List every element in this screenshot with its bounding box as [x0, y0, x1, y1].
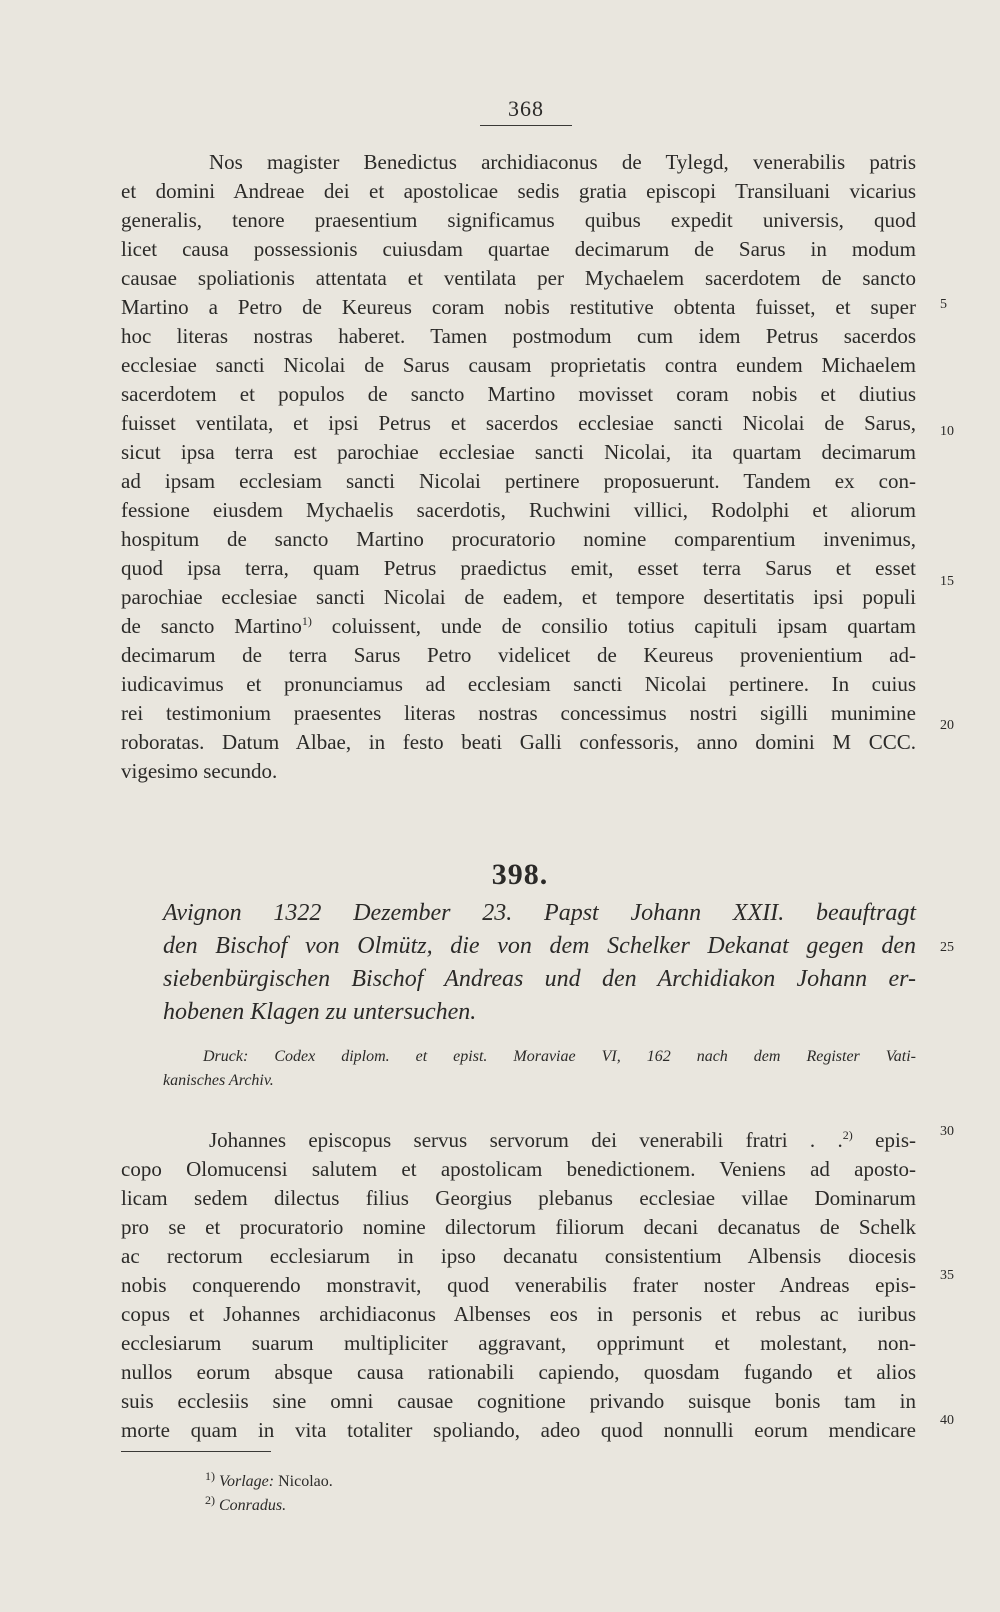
line-number: 10 — [940, 424, 954, 439]
text-line: Martino a Petro de Keureus coram nobis restitutive obtenta fuisset, et super — [121, 295, 916, 319]
text-fragment: epis- — [852, 1128, 916, 1152]
text-fragment: Johannes episcopus servus servorum dei venerabili fratri . . — [209, 1128, 843, 1152]
line-number: 5 — [940, 297, 947, 312]
paragraph-2 — [121, 1126, 916, 1445]
text-line: ac rectorum ecclesiarum in ipso decanatu consistentium Albensis diocesis — [121, 1244, 916, 1268]
text-line: copo Olomucensi salutem et apostolicam benedictionem. Veniens ad aposto- — [121, 1157, 916, 1181]
text-line: ad ipsam ecclesiam sancti Nicolai pertinere proposuerunt. Tandem ex con- — [121, 469, 916, 493]
footnote-reference: 1) — [301, 614, 312, 628]
text-fragment: de sancto Martino — [121, 614, 302, 638]
text-line: licam sedem dilectus filius Georgius plebanus ecclesiae villae Dominarum — [121, 1186, 916, 1210]
text-line: et domini Andreae dei et apostolicae sedis gratia episcopi Transiluani vicarius — [121, 179, 916, 203]
text-line: nobis conquerendo monstravit, quod venerabilis frater noster Andreas epis- — [121, 1273, 916, 1297]
text-line: roboratas. Datum Albae, in festo beati Galli confessoris, anno domini M CCC. — [121, 730, 916, 754]
line-number: 20 — [940, 718, 954, 733]
text-line: Nos magister Benedictus archidiaconus de Tylegd, venerabilis patris — [209, 150, 916, 174]
page-number: 368 — [508, 96, 544, 121]
text-line: hoc literas nostras haberet. Tamen postmodum cum idem Petrus sacerdos — [121, 324, 916, 348]
text-line: parochiae ecclesiae sancti Nicolai de eadem, et tempore desertitatis ipsi populi — [121, 585, 916, 609]
regest-line: den Bischof von Olmütz, die von dem Schelker Dekanat gegen den — [163, 933, 916, 959]
regest-line: hobenen Klagen zu untersuchen. — [163, 999, 477, 1025]
footnote-label: Vorlage: — [219, 1473, 275, 1490]
regest — [163, 897, 916, 1029]
text-line: sicut ipsa terra est parochiae ecclesiae sancti Nicolai, ita quartam decimarum — [121, 440, 916, 464]
text-line-with-footnote — [121, 1126, 916, 1155]
footnote-rule — [121, 1451, 271, 1452]
text-line: morte quam in vita totaliter spoliando, adeo quod nonnulli eorum mendicare — [121, 1418, 916, 1442]
text-line: licet causa possessionis cuiusdam quartae decimarum de Sarus in modum — [121, 237, 916, 261]
line-number: 35 — [940, 1268, 954, 1283]
text-line: pro se et procuratorio nomine dilectorum filiorum decani decanatus de Schelk — [121, 1215, 916, 1239]
text-line: ecclesiarum suarum multipliciter aggravant, opprimunt et molestant, non- — [121, 1331, 916, 1355]
footnote-text: Nicolao. — [274, 1473, 333, 1490]
text-line: generalis, tenore praesentium significamus quibus expedit universis, quod — [121, 208, 916, 232]
footnote-label: Conradus. — [219, 1497, 287, 1514]
text-line: ecclesiae sancti Nicolai de Sarus causam proprietatis contra eundem Michaelem — [121, 353, 916, 377]
footnote-mark: 1) — [205, 1468, 215, 1483]
source-note — [163, 1045, 916, 1093]
text-line: fuisset ventilata, et ipsi Petrus et sacerdos ecclesiae sancti Nicolai de Sarus, — [121, 411, 916, 435]
footnote-1 — [205, 1470, 333, 1494]
document-number: 398. — [491, 858, 549, 891]
text-line-with-footnote — [121, 612, 916, 641]
regest-line: Avignon 1322 Dezember 23. Papst Johann XXII. beauftragt — [163, 900, 916, 926]
text-line: quod ipsa terra, quam Petrus praedictus emit, esset terra Sarus et esset — [121, 556, 916, 580]
footnote-reference: 2) — [842, 1128, 853, 1142]
source-line: kanisches Archiv. — [163, 1072, 274, 1089]
footnote-mark: 2) — [205, 1492, 215, 1507]
footnotes — [205, 1470, 333, 1518]
text-line: hospitum de sancto Martino procuratorio nomine comparentium invenimus, — [121, 527, 916, 551]
text-line: decimarum de terra Sarus Petro videlicet de Keureus provenientium ad- — [121, 643, 916, 667]
text-line: vigesimo secundo. — [121, 759, 278, 783]
text-line: causae spoliationis attentata et ventilata per Mychaelem sacerdotem de sancto — [121, 266, 916, 290]
text-line: nullos eorum absque causa rationabili capiendo, quosdam fugando et alios — [121, 1360, 916, 1384]
line-number: 25 — [940, 940, 954, 955]
text-line: copus et Johannes archidiaconus Albenses eos in personis et rebus ac iuribus — [121, 1302, 916, 1326]
page-number-rule — [480, 125, 572, 126]
text-line: suis ecclesiis sine omni causae cognitione privando suisque bonis tam in — [121, 1389, 916, 1413]
line-number: 15 — [940, 574, 954, 589]
text-line: sacerdotem et populos de sancto Martino movisset coram nobis et diutius — [121, 382, 916, 406]
footnote-2 — [205, 1494, 333, 1518]
line-number: 30 — [940, 1124, 954, 1139]
text-line: iudicavimus et pronunciamus ad ecclesiam sancti Nicolai pertinere. In cuius — [121, 672, 916, 696]
paragraph-1 — [121, 148, 916, 786]
line-number: 40 — [940, 1413, 954, 1428]
text-fragment: coluissent, unde de consilio totius capituli ipsam quartam — [311, 614, 917, 638]
text-line: rei testimonium praesentes literas nostras concessimus nostri sigilli munimine — [121, 701, 916, 725]
regest-line: siebenbürgischen Bischof Andreas und den Archidiakon Johann er- — [163, 966, 916, 992]
text-line: fessione eiusdem Mychaelis sacerdotis, Ruchwini villici, Rodolphi et aliorum — [121, 498, 916, 522]
source-line: Druck: Codex diplom. et epist. Moraviae VI, 162 nach dem Register Vati- — [203, 1048, 916, 1065]
